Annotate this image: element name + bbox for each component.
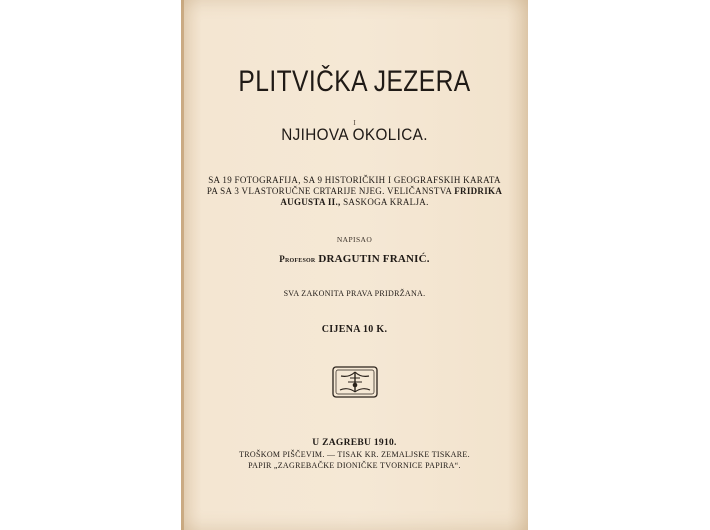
place-and-year: U ZAGREBU 1910.	[312, 438, 397, 448]
book-subtitle: NJIHOVA OKOLICA.	[281, 125, 428, 144]
author-line	[181, 254, 528, 265]
imprint-line-2: PAPIR „ZAGREBAČKE DIONIČKE TVORNICE PAPIRA“.	[248, 461, 461, 470]
book-title-text: PLITVIČKA JEZERA	[238, 65, 471, 98]
imprint-line-1: TROŠKOM PIŠČEVIM. — TISAK KR. ZEMALJSKE TISKARE.	[239, 450, 470, 459]
description-line-3	[181, 198, 528, 207]
price-label: CIJENA 10 K.	[321, 324, 388, 335]
description-line-2-text: PA SA 3 VLASTORUČNE CRTARIJE NJEG. VELIČANSTVA	[206, 186, 455, 196]
description-line-3-emphasis: AUGUSTA II.,	[280, 197, 341, 207]
description-line-1: SA 19 FOTOGRAFIJA, SA 9 HISTORIČKIH I GEOGRAFSKIH KARATA	[208, 175, 501, 185]
author-title: Profesor	[279, 254, 316, 264]
author-name: DRAGUTIN FRANIĆ.	[318, 253, 430, 265]
written-by-label: NAPISAO	[336, 235, 373, 244]
printer-ornament-icon	[332, 366, 378, 398]
rights-notice: SVA ZAKONITA PRAVA PRIDRŽANA.	[283, 289, 426, 298]
description-line-2-emphasis: FRIDRIKA	[454, 186, 503, 196]
description-line-2	[181, 187, 528, 196]
book-title	[212, 67, 497, 97]
title-page	[181, 0, 528, 530]
title-connector: I	[353, 119, 356, 127]
description-line-3-text: SASKOGA KRALJA.	[340, 197, 429, 207]
